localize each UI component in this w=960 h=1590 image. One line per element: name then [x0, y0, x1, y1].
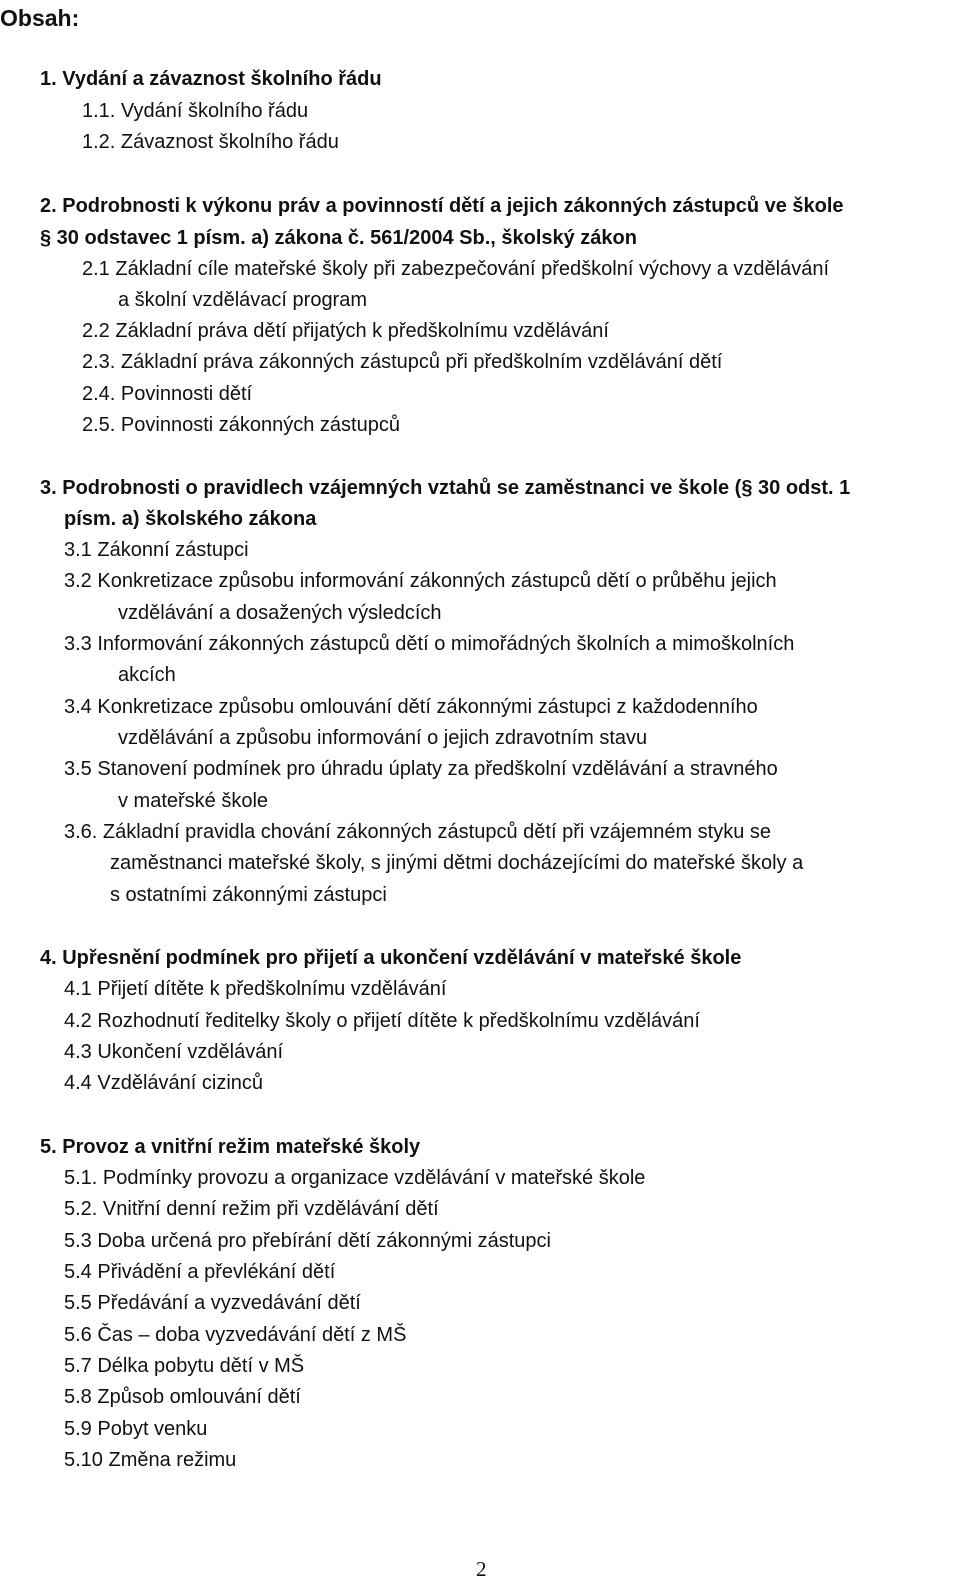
- toc-item-5-10: 5.10 Změna režimu: [64, 1449, 237, 1471]
- toc-item-5-9: 5.9 Pobyt venku: [64, 1418, 208, 1440]
- toc-item-1-1: 1.1. Vydání školního řádu: [82, 100, 309, 122]
- toc-item-4-4: 4.4 Vzdělávání cizinců: [64, 1072, 264, 1094]
- toc-item-5-6: 5.6 Čas – doba vyzvedávání dětí z MŠ: [64, 1324, 407, 1346]
- toc-item-5-8: 5.8 Způsob omlouvání dětí: [64, 1386, 301, 1408]
- toc-item-5-4: 5.4 Přivádění a převlékání dětí: [64, 1261, 336, 1283]
- toc-item-3-6-cont-2: s ostatními zákonnými zástupci: [110, 884, 387, 906]
- toc-item-2-4: 2.4. Povinnosti dětí: [82, 383, 253, 405]
- toc-item-3-2: 3.2 Konkretizace způsobu informování zákonných zástupců dětí o průběhu jejich: [64, 570, 777, 592]
- toc-item-5-5: 5.5 Předávání a vyzvedávání dětí: [64, 1292, 361, 1314]
- toc-item-3-4-cont: vzdělávání a způsobu informování o jejich zdravotním stavu: [118, 727, 648, 749]
- toc-item-2-5: 2.5. Povinnosti zákonných zástupců: [82, 414, 400, 436]
- page-number: 2: [476, 1557, 487, 1581]
- toc-item-4-2: 4.2 Rozhodnutí ředitelky školy o přijetí dítěte k předškolnímu vzdělávání: [64, 1010, 700, 1032]
- toc-item-3-6-cont: zaměstnanci mateřské školy, s jinými dětmi docházejícími do mateřské školy a: [110, 852, 804, 874]
- toc-item-3-3: 3.3 Informování zákonných zástupců dětí o mimořádných školních a mimoškolních: [64, 633, 795, 655]
- toc-item-5-1: 5.1. Podmínky provozu a organizace vzdělávání v mateřské škole: [64, 1167, 646, 1189]
- section-2-title: 2. Podrobnosti k výkonu práv a povinností dětí a jejich zákonných zástupců ve škole: [40, 195, 844, 217]
- section-2-title-cont: § 30 odstavec 1 písm. a) zákona č. 561/2004 Sb., školský zákon: [40, 227, 637, 249]
- toc-item-3-1: 3.1 Zákonní zástupci: [64, 539, 249, 561]
- toc-item-3-3-cont: akcích: [118, 664, 176, 686]
- toc-item-3-5: 3.5 Stanovení podmínek pro úhradu úplaty za předškolní vzdělávání a stravného: [64, 758, 778, 780]
- toc-item-2-1-cont: a školní vzdělávací program: [118, 289, 368, 311]
- toc-heading: Obsah:: [0, 5, 80, 31]
- toc-item-4-1: 4.1 Přijetí dítěte k předškolnímu vzdělávání: [64, 978, 447, 1000]
- toc-item-1-2: 1.2. Závaznost školního řádu: [82, 131, 339, 153]
- section-1-title: 1. Vydání a závaznost školního řádu: [40, 68, 382, 90]
- toc-item-5-2: 5.2. Vnitřní denní režim při vzdělávání dětí: [64, 1198, 439, 1220]
- toc-item-3-5-cont: v mateřské škole: [118, 790, 269, 812]
- section-3-title: 3. Podrobnosti o pravidlech vzájemných vztahů se zaměstnanci ve škole (§ 30 odst. 1: [40, 477, 851, 499]
- toc-item-4-3: 4.3 Ukončení vzdělávání: [64, 1041, 284, 1063]
- toc-item-5-7: 5.7 Délka pobytu dětí v MŠ: [64, 1355, 305, 1377]
- toc-item-3-2-cont: vzdělávání a dosažených výsledcích: [118, 602, 442, 624]
- section-3-title-cont: písm. a) školského zákona: [64, 508, 317, 530]
- toc-item-2-3: 2.3. Základní práva zákonných zástupců při předškolním vzdělávání dětí: [82, 351, 723, 373]
- toc-item-5-3: 5.3 Doba určená pro přebírání dětí zákonnými zástupci: [64, 1230, 551, 1252]
- toc-item-3-6: 3.6. Základní pravidla chování zákonných zástupců dětí při vzájemném styku se: [64, 821, 772, 843]
- toc-item-2-1: 2.1 Základní cíle mateřské školy při zabezpečování předškolní výchovy a vzdělávání: [82, 258, 830, 280]
- toc-item-2-2: 2.2 Základní práva dětí přijatých k předškolnímu vzdělávání: [82, 320, 609, 342]
- toc-item-3-4: 3.4 Konkretizace způsobu omlouvání dětí zákonnými zástupci z každodenního: [64, 696, 758, 718]
- section-5-title: 5. Provoz a vnitřní režim mateřské školy: [40, 1136, 421, 1158]
- section-4-title: 4. Upřesnění podmínek pro přijetí a ukončení vzdělávání v mateřské škole: [40, 947, 742, 969]
